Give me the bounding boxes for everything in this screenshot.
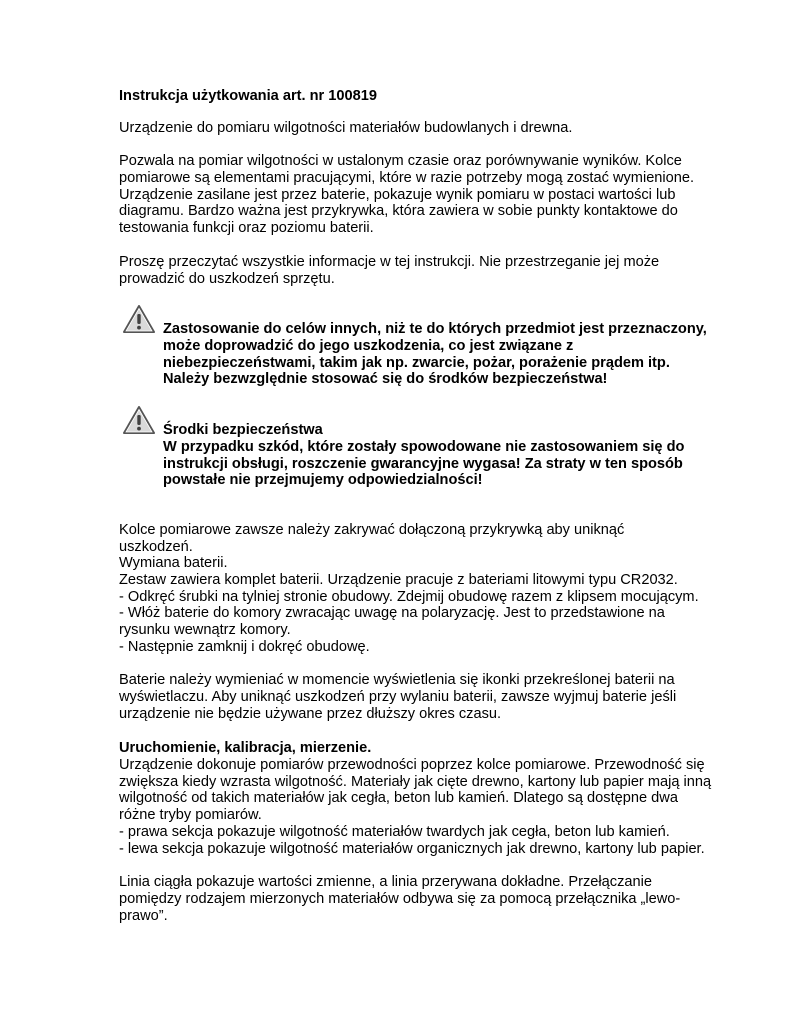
line-note-paragraph — [119, 874, 699, 924]
usage-line: - prawa sekcja pokazuje wilgotność materiałów twardych jak cegła, beton lub kamień. — [119, 823, 670, 840]
cover-note-paragraph: Kolce pomiarowe zawsze należy zakrywać dołączoną przykrywką aby uniknąć uszkodzeń. — [119, 522, 625, 555]
read-notice-line: Proszę przeczytać wszystkie informacje w tej instrukcji. Nie przestrzeganie jej może — [119, 254, 660, 270]
warning-line: Zastosowanie do celów innych, niż te do których przedmiot jest przeznaczony, — [163, 321, 707, 337]
description-line: pomiarowe są elementami pracującymi, które w razie potrzeby mogą zostać wymienione. — [119, 169, 695, 186]
read-notice-line: prowadzić do uszkodzeń sprzętu. — [119, 270, 335, 287]
battery-step: - Następnie zamknij i dokręć obudowę. — [119, 638, 370, 655]
warning-block-safety — [119, 405, 699, 495]
warning-triangle-icon — [122, 405, 156, 435]
battery-replace-line: Baterie należy wymieniać w momencie wyświetlenia się ikonki przekreślonej baterii na — [119, 672, 675, 688]
description-line: testowania funkcji oraz poziomu baterii. — [119, 220, 374, 237]
line-note-line: pomiędzy rodzajem mierzonych materiałów odbywa się za pomocą przełącznika „lewo- — [119, 890, 681, 907]
usage-line: Urządzenie dokonuje pomiarów przewodności poprzez kolce pomiarowe. Przewodność się — [119, 756, 705, 773]
warning-block-usage — [119, 304, 707, 394]
usage-heading: Uruchomienie, kalibracja, mierzenie. — [119, 740, 372, 756]
warning-line: instrukcji obsługi, roszczenie gwarancyjne wygasa! Za straty w ten sposób — [163, 455, 683, 472]
battery-replace-line: wyświetlaczu. Aby uniknąć uszkodzeń przy wylaniu baterii, zawsze wyjmuj baterie jeśli — [119, 688, 677, 705]
usage-line: zwiększa kiedy wzrasta wilgotność. Materiały jak cięte drewno, kartony lub papier mają inną — [119, 773, 712, 790]
line-note-line: Linia ciągła pokazuje wartości zmienne, a linia przerywana dokładne. Przełączanie — [119, 874, 652, 890]
warning-text-safety — [163, 422, 723, 489]
battery-step: - Odkręć śrubki na tylniej stronie obudowy. Zdejmij obudowę razem z klipsem mocującym. — [119, 588, 699, 605]
usage-line: - lewa sekcja pokazuje wilgotność materiałów organicznych jak drewno, kartony lub papier. — [119, 840, 705, 857]
battery-step: rysunku wewnątrz komory. — [119, 622, 291, 639]
read-notice-paragraph — [119, 254, 699, 288]
battery-section — [119, 555, 699, 656]
warning-heading: Środki bezpieczeństwa — [163, 422, 323, 438]
usage-line: wilgotność od takich materiałów jak cegła, beton lub kamień. Dlatego są dostępne dwa — [119, 790, 678, 807]
warning-line: może doprowadzić do jego uszkodzenia, co jest związane z — [163, 337, 574, 354]
battery-heading: Wymiana baterii. — [119, 555, 228, 571]
battery-replace-line: urządzenie nie będzie używane przez dłuższy okres czasu. — [119, 705, 502, 722]
line-note-line: prawo”. — [119, 907, 168, 924]
document-title: Instrukcja użytkowania art. nr 100819 — [119, 88, 377, 104]
description-line: Pozwala na pomiar wilgotności w ustalonym czasie oraz porównywanie wyników. Kolce — [119, 153, 682, 169]
battery-step: - Włóż baterie do komory zwracając uwagę na polaryzację. Jest to przedstawione na — [119, 605, 665, 622]
description-paragraph — [119, 153, 699, 237]
warning-triangle-icon — [122, 304, 156, 334]
warning-line: W przypadku szkód, które zostały spowodowane nie zastosowaniem się do — [163, 438, 685, 455]
description-line: Urządzenie zasilane jest przez baterie, pokazuje wynik pomiaru w postaci wartości lub — [119, 186, 676, 203]
battery-line: Zestaw zawiera komplet baterii. Urządzenie pracuje z bateriami litowymi typu CR2032. — [119, 571, 678, 588]
description-line: diagramu. Bardzo ważna jest przykrywka, która zawiera w sobie punkty kontaktowe do — [119, 203, 678, 220]
warning-line: niebezpieczeństwami, takim jak np. zwarcie, pożar, porażenie prądem itp. — [163, 354, 670, 371]
warning-line: Należy bezwzględnie stosować się do środków bezpieczeństwa! — [163, 371, 608, 388]
warning-text-usage — [163, 321, 723, 388]
warning-line: powstałe nie przejmujemy odpowiedzialności! — [163, 472, 483, 489]
usage-section — [119, 740, 712, 858]
intro-paragraph: Urządzenie do pomiaru wilgotności materiałów budowlanych i drewna. — [119, 120, 573, 136]
usage-line: różne tryby pomiarów. — [119, 807, 262, 824]
battery-replace-paragraph — [119, 672, 699, 722]
